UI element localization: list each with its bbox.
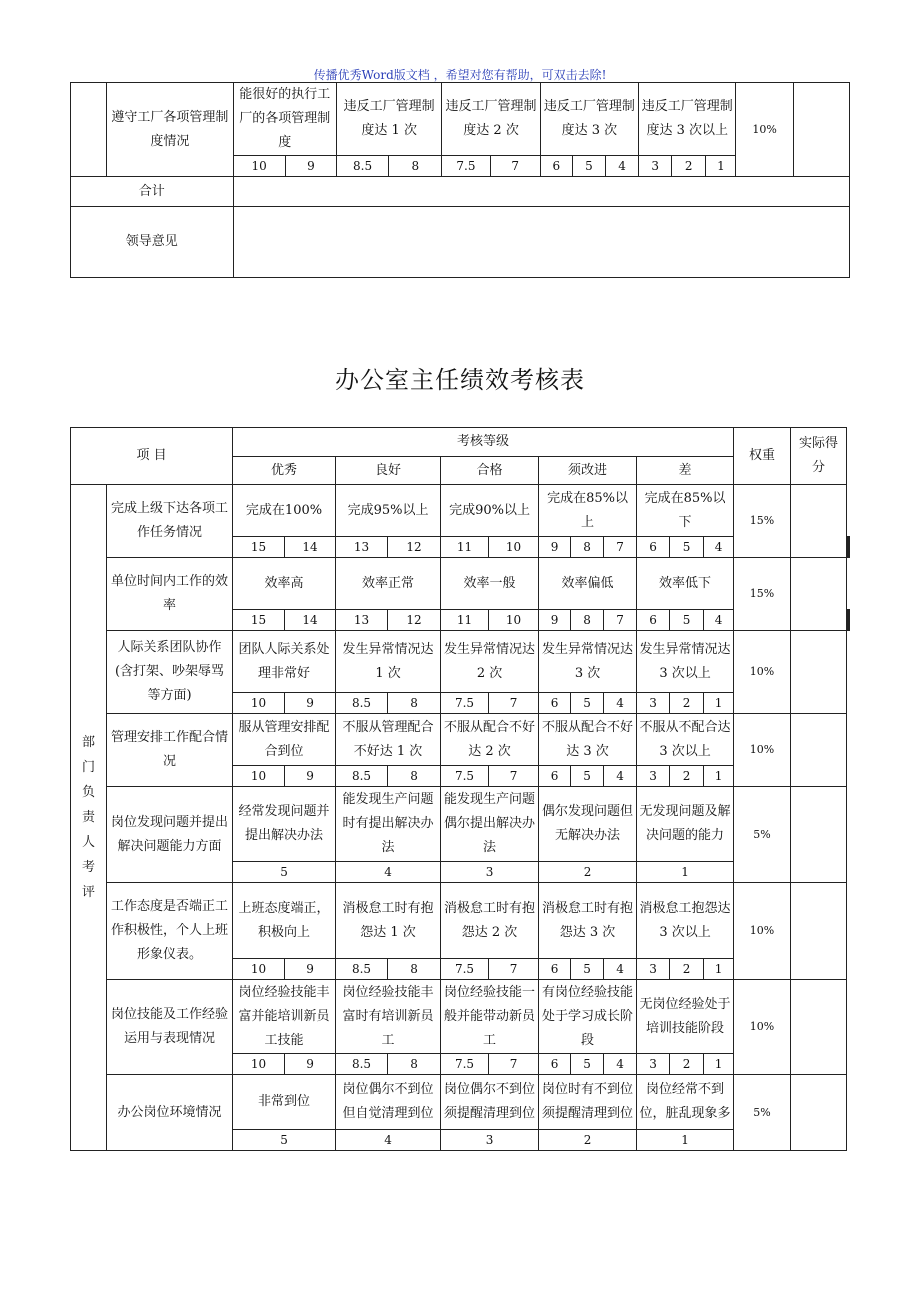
actual-score [793,83,849,177]
score-cell: 10 [233,959,285,980]
grade-description: 无发现问题及解决问题的能力 [637,787,734,862]
score-cell: 4 [704,537,734,558]
assessment-table [70,427,850,1151]
grade-description: 有岗位经验技能处于学习成长阶段 [539,980,637,1054]
grade-description: 效率高 [233,558,336,610]
score-cell: 6 [539,693,571,714]
score-cell: 1 [704,959,734,980]
grade-description: 消极怠工时有抱怨达 3 次 [539,883,637,959]
score-cell: 8 [571,537,604,558]
score-cell: 15 [233,537,285,558]
grade-description: 效率正常 [336,558,441,610]
score-cell: 3 [637,1054,670,1075]
grade-description: 发生异常情况达 3 次以上 [637,631,734,693]
score-cell: 8 [571,610,604,631]
grade-description: 消极怠工时有抱怨达 1 次 [336,883,441,959]
grade-description: 团队人际关系处理非常好 [233,631,336,693]
score-cell: 9 [285,766,336,787]
item-label: 岗位技能及工作经验运用与表现情况 [107,980,233,1075]
grade-description: 无岗位经验处于培训技能阶段 [637,980,734,1054]
table-row [71,1075,850,1130]
score-cell: 5 [571,959,604,980]
score-cell: 5 [670,610,704,631]
score-cell: 3 [637,959,670,980]
score-cell: 12 [388,610,441,631]
score-cell: 2 [670,959,704,980]
header-grade: 须改进 [539,457,637,485]
header-weight: 权重 [734,428,791,485]
item-label: 单位时间内工作的效率 [107,558,233,631]
group-cell [71,83,107,177]
table-row [71,883,850,959]
header-grade: 良好 [336,457,441,485]
score-cell: 9 [285,156,336,177]
score-cell: 8.5 [336,1054,388,1075]
score-cell: 1 [704,766,734,787]
actual-score [791,787,847,883]
score-cell: 2 [539,1130,637,1151]
score-cell: 8 [388,1054,441,1075]
grade-description: 违反工厂管理制度达 3 次以上 [639,83,736,156]
weight-value: 10% [734,980,791,1075]
continued-assessment-table [70,82,850,278]
score-cell: 14 [285,537,336,558]
score-cell: 1 [637,862,734,883]
item-label: 完成上级下达各项工作任务情况 [107,485,233,558]
score-cell: 4 [704,610,734,631]
grade-description: 发生异常情况达 3 次 [539,631,637,693]
score-cell: 2 [672,156,706,177]
score-cell: 10 [489,537,539,558]
score-cell: 7 [604,610,637,631]
grade-description: 不服从配合不好达 2 次 [441,714,539,766]
grade-description: 偶尔发现问题但无解决办法 [539,787,637,862]
score-cell: 7 [490,156,540,177]
grade-description: 岗位经常不到位，脏乱现象多 [637,1075,734,1130]
score-cell: 2 [539,862,637,883]
score-cell: 1 [704,1054,734,1075]
weight-value: 15% [734,558,791,631]
weight-value: 5% [734,1075,791,1151]
header-grade: 合格 [441,457,539,485]
score-cell: 13 [336,537,388,558]
grade-description: 能很好的执行工厂的各项管理制度 [233,83,336,156]
score-cell: 3 [441,862,539,883]
score-cell: 5 [233,1130,336,1151]
grade-description: 岗位偶尔不到位须提醒清理到位 [441,1075,539,1130]
score-cell: 10 [233,156,285,177]
grade-description: 完成在85%以上 [539,485,637,537]
score-cell: 8 [388,959,441,980]
score-cell: 14 [285,610,336,631]
score-cell: 1 [637,1130,734,1151]
grade-description: 完成95%以上 [336,485,441,537]
grade-description: 不服从不配合达 3 次以上 [637,714,734,766]
score-cell: 7 [604,537,637,558]
grade-description: 岗位经验技能丰富时有培训新员工 [336,980,441,1054]
score-cell: 8 [388,693,441,714]
score-cell: 4 [604,1054,637,1075]
score-cell: 8.5 [336,959,388,980]
grade-description: 经常发现问题并提出解决办法 [233,787,336,862]
score-cell: 8.5 [336,156,388,177]
score-cell: 2 [670,693,704,714]
grade-description: 违反工厂管理制度达 3 次 [540,83,638,156]
score-cell [849,610,850,631]
score-cell: 8 [389,156,442,177]
score-cell: 10 [489,610,539,631]
actual-score [791,631,847,714]
item-label: 岗位发现问题并提出解决问题能力方面 [107,787,233,883]
score-cell: 9 [539,537,571,558]
header-row [71,428,850,457]
score-cell: 4 [604,766,637,787]
score-cell: 11 [441,537,489,558]
grade-description: 消极怠工时有抱怨达 2 次 [441,883,539,959]
weight-value: 10% [734,714,791,787]
grade-description: 岗位经验技能一般并能带动新员工 [441,980,539,1054]
score-cell: 8.5 [336,693,388,714]
score-cell: 7.5 [441,693,489,714]
score-cell: 9 [285,693,336,714]
score-cell: 7 [489,766,539,787]
weight-value: 10% [734,883,791,980]
grade-description: 完成90%以上 [441,485,539,537]
score-cell: 7 [489,959,539,980]
score-cell: 7.5 [441,766,489,787]
grade-description: 岗位时有不到位须提醒清理到位 [539,1075,637,1130]
score-cell: 3 [637,766,670,787]
weight-value: 10% [736,83,793,177]
score-cell: 5 [571,693,604,714]
grade-description: 违反工厂管理制度达 1 次 [336,83,441,156]
score-cell: 3 [441,1130,539,1151]
page-title: 办公室主任绩效考核表 [335,366,585,394]
grade-description: 非常到位 [233,1075,336,1130]
score-cell: 6 [540,156,572,177]
item-label: 办公岗位环境情况 [107,1075,233,1151]
grade-description: 完成在85%以下 [637,485,734,537]
score-cell: 9 [285,959,336,980]
total-row [71,177,850,207]
actual-score [791,980,847,1075]
score-cell: 1 [706,156,736,177]
item-label: 人际关系团队协作(含打架、吵架辱骂等方面) [107,631,233,714]
score-cell: 11 [441,610,489,631]
item-label: 遵守工厂各项管理制度情况 [107,83,233,177]
score-cell: 6 [539,959,571,980]
table-row [71,83,850,156]
score-cell: 7 [489,1054,539,1075]
score-cell: 8 [388,766,441,787]
grade-description: 消极怠工抱怨达 3 次以上 [637,883,734,959]
actual-score [791,1075,847,1151]
score-cell: 7.5 [442,156,490,177]
score-cell: 13 [336,610,388,631]
group-label [71,485,107,1151]
table-row [71,714,850,766]
grade-description: 完成在100% [233,485,336,537]
score-cell: 10 [233,693,285,714]
total-label: 合计 [71,177,234,207]
grade-description: 岗位经验技能丰富并能培训新员工技能 [233,980,336,1054]
score-cell: 5 [233,862,336,883]
score-cell: 4 [605,156,638,177]
score-cell: 10 [233,1054,285,1075]
score-cell: 6 [539,1054,571,1075]
table-row [71,485,850,537]
score-cell [849,537,850,558]
header-item: 项 目 [71,428,233,485]
grade-description: 岗位偶尔不到位但自觉清理到位 [336,1075,441,1130]
table-row [71,631,850,693]
actual-score [791,714,847,787]
grade-description: 能发现生产问题偶尔提出解决办法 [441,787,539,862]
score-cell: 4 [604,693,637,714]
weight-value: 15% [734,485,791,558]
score-cell: 7.5 [441,959,489,980]
actual-score [791,558,847,631]
score-cell: 7 [489,693,539,714]
grade-description: 违反工厂管理制度达 2 次 [442,83,540,156]
item-label: 工作态度是否端正工作积极性，个人上班形象仪表。 [107,883,233,980]
score-cell: 5 [670,537,704,558]
score-cell: 6 [637,610,670,631]
grade-description: 不服从配合不好达 3 次 [539,714,637,766]
score-cell: 6 [637,537,670,558]
score-cell: 4 [604,959,637,980]
table-row [71,558,850,610]
grade-description: 不服从管理配合不好达 1 次 [336,714,441,766]
score-cell: 5 [571,766,604,787]
score-cell: 9 [539,610,571,631]
header-grade: 优秀 [233,457,336,485]
grade-description: 服从管理安排配合到位 [233,714,336,766]
actual-score [791,485,847,558]
watermark-banner: 传播优秀Word版文档 ，希望对您有帮助，可双击去除! [313,68,607,82]
score-cell: 1 [704,693,734,714]
table-row [71,980,850,1054]
score-cell: 3 [637,693,670,714]
weight-value: 5% [734,787,791,883]
score-cell: 2 [670,1054,704,1075]
score-cell: 7.5 [441,1054,489,1075]
leader-row [71,207,850,278]
group-label-text: 部门负责人考评 [81,735,95,900]
total-value [233,177,849,207]
grade-description: 效率偏低 [539,558,637,610]
header-actual: 实际得分 [791,428,847,485]
score-cell: 4 [336,862,441,883]
header-grade: 差 [637,457,734,485]
score-cell: 9 [285,1054,336,1075]
grade-description: 能发现生产问题时有提出解决办法 [336,787,441,862]
score-cell: 3 [639,156,672,177]
leader-label: 领导意见 [71,207,234,278]
weight-value: 10% [734,631,791,714]
score-cell: 4 [336,1130,441,1151]
grade-description: 效率低下 [637,558,734,610]
grade-description: 发生异常情况达 1 次 [336,631,441,693]
score-cell: 5 [571,1054,604,1075]
score-cell: 5 [572,156,605,177]
header-level: 考核等级 [233,428,734,457]
grade-description: 发生异常情况达 2 次 [441,631,539,693]
score-cell: 2 [670,766,704,787]
grade-description: 上班态度端正，积极向上 [233,883,336,959]
grade-description: 效率一般 [441,558,539,610]
score-cell: 15 [233,610,285,631]
leader-opinion [233,207,849,278]
item-label: 管理安排工作配合情况 [107,714,233,787]
score-cell: 12 [388,537,441,558]
actual-score [791,883,847,980]
score-cell: 8.5 [336,766,388,787]
score-cell: 10 [233,766,285,787]
table-row [71,787,850,862]
score-cell: 6 [539,766,571,787]
